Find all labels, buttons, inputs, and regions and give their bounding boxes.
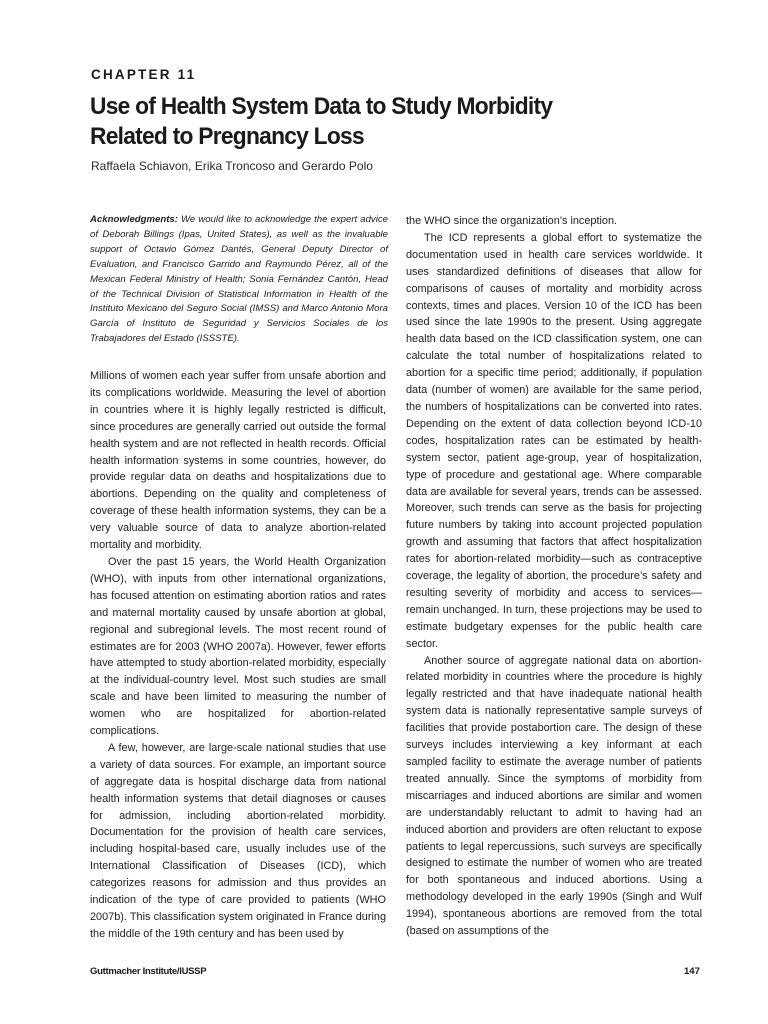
chapter-title [90, 92, 648, 152]
acknowledgments-label: Acknowledgments: [90, 214, 178, 225]
body-column-left [90, 368, 386, 943]
paragraph: Millions of women each year suffer from unsafe abortion and its complications worldwide. Measuring the level of abortion in countries where it is highly legally restricted is difficult, since procedures are generally carried out outside the formal health system and are not reflected in health records. Official health information systems in some countries, however, do provide regular data on deaths and hospitalizations due to abortions. Depending on the quality and completeness of coverage of these health information systems, they can be a very valuable source of data to analyze abortion-related mortality and morbidity. [90, 370, 386, 552]
paragraph: Over the past 15 years, the World Health Organization (WHO), with inputs from other international organizations, has focused attention on estimating abortion ratios and rates and maternal mortality caused by unsafe abortion at global, regional and subregional levels. The most recent round of estimates are for 2003 (WHO 2007a). However, fewer efforts have attempted to study abortion-related morbidity, especially at the individual-country level. Most such studies are small scale and have been limited to measuring the number of women who are hospitalized for abortion-related complications. [90, 555, 386, 738]
acknowledgments-text: We would like to acknowledge the expert advice of Deborah Billings (Ipas, United States), as well as the invaluable support of Octavio Gómez Dantés, General Deputy Director of Evaluation, and Francisco Garrido and Raymundo Pérez, all of the Mexican Federal Ministry of Health; Sonia Fernández Cantón, Head of the Technical Division of Statistical Information in Health of the Instituto Mexicano del Seguro Social (IMSS) and Marco Antonio Mora García of Instituto de Seguridad y Servicios Sociales de los Trabajadores del Estado (ISSSTE). [90, 214, 388, 345]
footer-publisher: Guttmacher Institute/IUSSP [90, 966, 207, 977]
paragraph: Another source of aggregate national data on abortion-related morbidity in countries where the procedure is highly legally restricted and that have inadequate national health system data is nationally representative sample surveys of facilities that provide postabortion care. The design of these surveys includes interviewing a key informant at each sampled facility to estimate the average number of patients treated annually. Since the symptoms of morbidity from miscarriages and induced abortions are similar and women are understandably reluctant to admit to having had an induced abortion and providers are often reluctant to expose patients to legal repercussions, such surveys are specifically designed to estimate the number of women who are treated for both spontaneous and induced abortions. Using a methodology developed in the early 1990s (Singh and Wulf 1994), spontaneous abortions are removed from the total (based on assumptions of the [406, 654, 702, 938]
paragraph: The ICD represents a global effort to systematize the documentation used in health care services worldwide. It uses standardized definitions of diseases that allow for comparisons of causes of mortality and morbidity across contexts, times and places. Version 10 of the ICD has been used since the late 1990s to the present. Using aggregate health data based on the ICD classification system, one can calculate the total number of hospitalizations related to abortion for a specific time period; additionally, if population data (number of women) are available for the same period, the numbers of hospitalizations can be converted into rates. Depending on the extent of data collection beyond ICD-10 codes, hospitalization rates can be estimated by health-system sector, patient age-group, year of hospitalization, type of procedure and gestational age. Where comparable data are available for several years, trends can be assessed. Moreover, such trends can serve as the basis for projecting future numbers by taking into account projected population growth and assuming that factors that affect hospitalization rates for abortion-related morbidity—such as contraceptive coverage, the legality of abortion, the procedure’s safety and resulting severity of morbidity and access to services—remain unchanged. In turn, these projections may be used to estimate budgetary expenses for the public health care sector. [406, 231, 702, 650]
body-column-right [406, 213, 702, 940]
chapter-title-line-2: Related to Pregnancy Loss [90, 123, 364, 150]
chapter-label: CHAPTER 11 [91, 67, 197, 82]
paragraph: A few, however, are large-scale national studies that use a variety of data sources. For example, an important source of aggregate data is hospital discharge data from national health information systems that detail diagnoses or causes for admission, including abortion-related morbidity. Documentation for the provision of health care services, including hospital-based care, usually includes use of the International Classification of Diseases (ICD), which categorizes reasons for admission and thus provides an indication of the type of care provided to patients (WHO 2007b). This classification system originated in France during the middle of the 19th century and has been used by [90, 741, 386, 940]
acknowledgments [90, 213, 388, 347]
authors-line: Raffaela Schiavon, Erika Troncoso and Gerardo Polo [91, 159, 373, 173]
paragraph: the WHO since the organization’s inception. [406, 215, 618, 227]
chapter-title-line-1: Use of Health System Data to Study Morbidity [90, 93, 553, 120]
page-number: 147 [684, 966, 700, 977]
